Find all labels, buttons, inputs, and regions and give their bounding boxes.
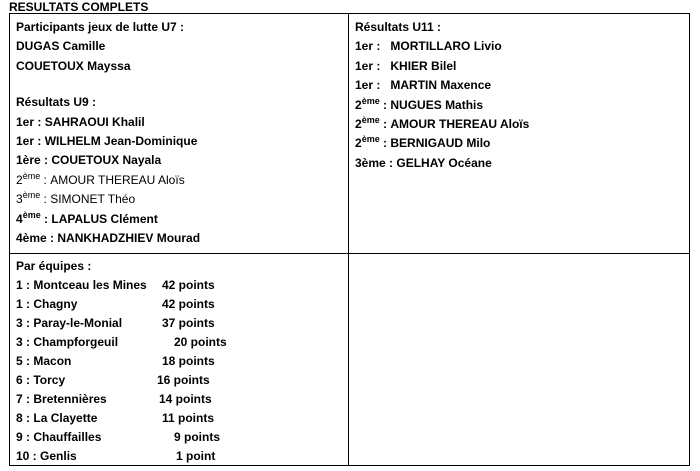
- result-name: KHIER Bilel: [390, 58, 457, 73]
- result-row: [355, 37, 685, 56]
- team-label: [16, 409, 97, 428]
- u11-title: Résultats U11 :: [355, 20, 442, 34]
- team-points: 14 points: [159, 392, 212, 407]
- team-row: [16, 295, 342, 314]
- result-rank: 2: [16, 172, 23, 187]
- team-points: 42 points: [162, 297, 215, 312]
- u7-title: Participants jeux de lutte U7 :: [16, 20, 185, 34]
- team-points: 1 point: [176, 449, 216, 464]
- team-label: [16, 428, 101, 447]
- result-name: BERNIGAUD Milo: [390, 136, 491, 151]
- page-heading: RESULTATS COMPLETS: [9, 0, 149, 14]
- team-label: [16, 276, 147, 295]
- u9-results-list: [16, 113, 342, 249]
- team-row: [16, 276, 342, 295]
- rank-colon: :: [379, 116, 388, 131]
- team-row: [16, 352, 342, 371]
- team-points: 18 points: [162, 354, 215, 369]
- result-rank: 4ème :: [16, 230, 55, 245]
- cell-u7-u9: [16, 18, 342, 248]
- result-row: [355, 96, 685, 115]
- team-label: [16, 314, 122, 333]
- result-rank: 1er :: [16, 133, 42, 148]
- rank-suffix: ème: [361, 114, 380, 125]
- team-points: 9 points: [174, 430, 221, 445]
- result-row: [16, 151, 342, 170]
- teams-title: Par équipes :: [16, 259, 92, 273]
- team-name: Torcy: [33, 373, 66, 388]
- team-name: Chagny: [33, 297, 78, 312]
- team-position: 3 :: [16, 316, 31, 331]
- team-position: 3 :: [16, 335, 31, 350]
- result-rank: 2: [355, 97, 362, 112]
- result-name: SAHRAOUI Khalil: [44, 114, 145, 129]
- team-position: 7 :: [16, 392, 31, 407]
- team-points: 37 points: [162, 316, 215, 331]
- u7-participant: COUETOUX Mayssa: [16, 58, 131, 73]
- rank-colon: :: [40, 172, 47, 187]
- result-row: [355, 57, 685, 76]
- team-name: Paray-le-Monial: [33, 316, 123, 331]
- result-rank: 1er :: [355, 39, 381, 54]
- team-label: [16, 447, 77, 466]
- u7-participant-list: [16, 37, 342, 76]
- result-name: GELHAY Océane: [396, 155, 492, 170]
- rank-colon: :: [40, 192, 47, 207]
- result-row: [355, 154, 685, 173]
- result-name: COUETOUX Nayala: [51, 153, 162, 168]
- result-row: [355, 76, 685, 95]
- result-row: [16, 132, 342, 151]
- team-label: [16, 295, 77, 314]
- teams-ranking-list: [16, 276, 342, 466]
- team-label: [16, 371, 65, 390]
- team-row: [16, 447, 342, 466]
- rank-colon: :: [40, 211, 49, 226]
- result-name: WILHELM Jean-Dominique: [44, 133, 198, 148]
- result-rank: 1er :: [355, 78, 381, 93]
- rank-colon: :: [379, 136, 388, 151]
- rank-suffix: ème: [361, 95, 380, 106]
- rank-suffix: ème: [22, 190, 41, 201]
- rank-suffix: ème: [361, 134, 380, 145]
- cell-teams: [16, 257, 342, 466]
- team-label: [16, 390, 107, 409]
- team-row: [16, 409, 342, 428]
- team-position: 6 :: [16, 373, 31, 388]
- result-row: [16, 190, 342, 209]
- team-position: 8 :: [16, 411, 31, 426]
- result-name: NANKHADZHIEV Mourad: [57, 230, 201, 245]
- team-label: [16, 333, 118, 352]
- cell-u11: [355, 18, 685, 173]
- team-points: 42 points: [162, 278, 215, 293]
- u7-participant: DUGAS Camille: [16, 39, 106, 54]
- result-name: LAPALUS Clément: [51, 211, 158, 226]
- team-points: 20 points: [174, 335, 227, 350]
- result-rank: 1ère :: [16, 153, 49, 168]
- result-row: [355, 115, 685, 134]
- team-position: 9 :: [16, 430, 31, 445]
- team-position: 1 :: [16, 278, 31, 293]
- result-row: [16, 113, 342, 132]
- u9-title: Résultats U9 :: [16, 95, 97, 110]
- rank-suffix: ème: [22, 170, 41, 181]
- result-name: AMOUR THEREAU Aloïs: [390, 116, 530, 131]
- result-rank: 3ème :: [355, 155, 394, 170]
- column-divider: [348, 14, 349, 465]
- result-rank: 2: [355, 116, 362, 131]
- team-name: Champforgeuil: [33, 335, 119, 350]
- row-divider: [10, 253, 689, 254]
- result-row: [16, 229, 342, 248]
- team-label: [16, 352, 71, 371]
- result-row: [16, 171, 342, 190]
- u11-results-list: [355, 37, 685, 173]
- team-position: 1 :: [16, 297, 31, 312]
- rank-colon: :: [379, 97, 388, 112]
- team-name: Montceau les Mines: [33, 278, 147, 293]
- result-name: MORTILLARO Livio: [390, 39, 502, 54]
- result-name: MARTIN Maxence: [390, 78, 492, 93]
- team-name: Chauffailles: [33, 430, 102, 445]
- rank-suffix: ème: [22, 209, 41, 220]
- team-row: [16, 314, 342, 333]
- team-name: La Clayette: [33, 411, 98, 426]
- result-rank: 1er :: [355, 58, 381, 73]
- team-row: [16, 390, 342, 409]
- result-name: NUGUES Mathis: [390, 97, 484, 112]
- team-points: 16 points: [157, 373, 210, 388]
- team-row: [16, 333, 342, 352]
- team-position: 5 :: [16, 354, 31, 369]
- result-rank: 3: [16, 192, 23, 207]
- result-rank: 2: [355, 136, 362, 151]
- result-row: [355, 134, 685, 153]
- result-row: [16, 210, 342, 229]
- team-position: 10 :: [16, 449, 37, 464]
- result-name: SIMONET Théo: [50, 192, 136, 207]
- team-row: [16, 428, 342, 447]
- team-row: [16, 371, 342, 390]
- team-name: Genlis: [40, 449, 77, 464]
- team-name: Macon: [33, 354, 72, 369]
- team-points: 11 points: [162, 411, 215, 426]
- result-rank: 4: [16, 211, 23, 226]
- results-table: [9, 13, 690, 466]
- spacer: [16, 76, 342, 93]
- team-name: Bretennières: [33, 392, 107, 407]
- result-rank: 1er :: [16, 114, 42, 129]
- result-name: AMOUR THEREAU Aloïs: [50, 172, 185, 187]
